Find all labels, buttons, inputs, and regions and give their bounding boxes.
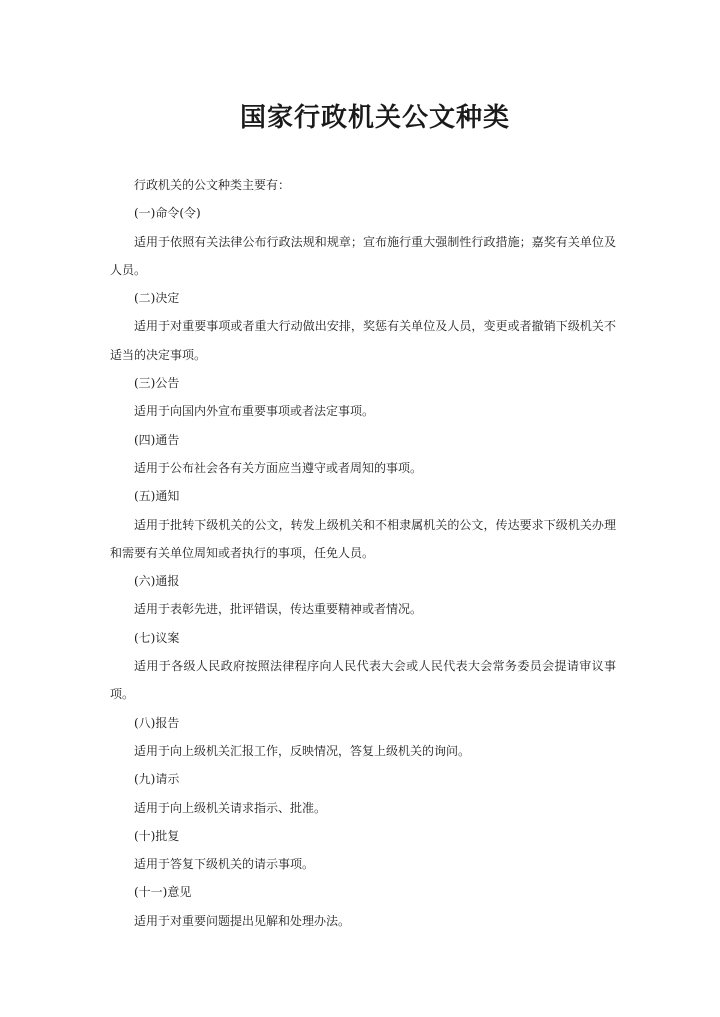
item-heading: (十一)意见 xyxy=(134,885,192,900)
item-description: 适用于向上级机关汇报工作，反映情况，答复上级机关的询问。 xyxy=(134,743,471,758)
list-item xyxy=(110,624,616,709)
item-description: 适用于批转下级机关的公文，转发上级机关和不相隶属机关的公文，传达要求下级机关办理和需要有关单位周知或者执行的事项，任免人员。 xyxy=(110,517,616,560)
item-heading: (六)通报 xyxy=(134,574,180,589)
item-description: 适用于向国内外宣布重要事项或者法定事项。 xyxy=(134,404,375,419)
list-item xyxy=(110,765,616,822)
list-item xyxy=(110,426,616,483)
item-heading: (七)议案 xyxy=(134,630,180,645)
list-item xyxy=(110,822,616,879)
item-description: 适用于答复下级机关的请示事项。 xyxy=(134,857,315,872)
list-item xyxy=(110,878,616,935)
item-description: 适用于依照有关法律公布行政法规和规章；宣布施行重大强制性行政措施；嘉奖有关单位及人员。 xyxy=(110,234,616,277)
item-heading: (二)决定 xyxy=(134,291,180,306)
item-heading: (五)通知 xyxy=(134,489,180,504)
item-heading: (九)请示 xyxy=(134,772,180,787)
item-description: 适用于表彰先进，批评错误，传达重要精神或者情况。 xyxy=(134,602,423,617)
list-item xyxy=(110,284,616,369)
item-heading: (十)批复 xyxy=(134,828,180,843)
item-description: 适用于公布社会各有关方面应当遵守或者周知的事项。 xyxy=(134,460,423,475)
item-description: 适用于各级人民政府按照法律程序向人民代表大会或人民代表大会常务委员会提请审议事项。 xyxy=(110,659,616,702)
item-description: 适用于对重要事项或者重大行动做出安排，奖惩有关单位及人员，变更或者撤销下级机关不适当的决定事项。 xyxy=(110,319,616,362)
list-item xyxy=(110,199,616,284)
document-body xyxy=(110,171,616,935)
item-heading: (四)通告 xyxy=(134,432,180,447)
item-description: 适用于向上级机关请求指示、批准。 xyxy=(134,800,327,815)
intro-paragraph: 行政机关的公文种类主要有： xyxy=(134,178,291,192)
item-heading: (三)公告 xyxy=(134,376,180,391)
list-item xyxy=(110,709,616,766)
item-heading: (一)命令(令) xyxy=(134,206,201,221)
document-title: 国家行政机关公文种类 xyxy=(239,103,510,133)
list-item xyxy=(110,567,616,624)
list-item xyxy=(110,369,616,426)
item-description: 适用于对重要问题提出见解和处理办法。 xyxy=(134,913,351,928)
list-item xyxy=(110,482,616,567)
item-heading: (八)报告 xyxy=(134,715,180,730)
